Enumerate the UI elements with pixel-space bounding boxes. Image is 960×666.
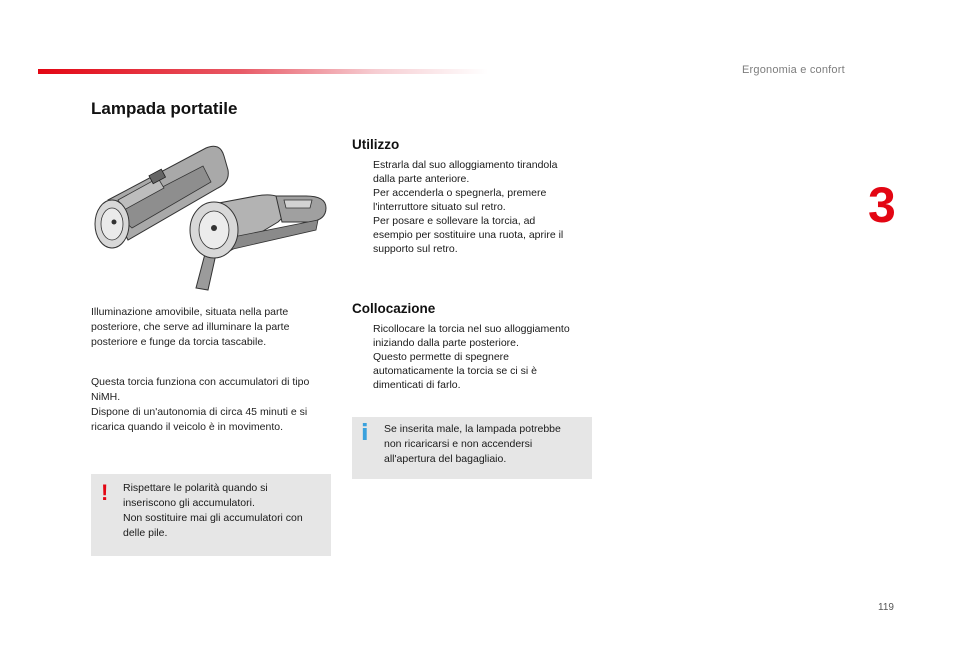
exclamation-icon: ! [101,480,109,505]
intro-line: Illuminazione amovibile, situata nella parte [91,306,289,318]
placement-heading: Collocazione [352,301,436,316]
warning-line: inseriscono gli accumulatori. [123,497,255,509]
list-item [352,214,592,256]
list-item-line: l'interruttore situato sul retro. [373,201,506,213]
lamp-open-icon [190,195,326,290]
list-item [352,158,592,186]
page-title: Lampada portatile [91,99,238,118]
section-title: Ergonomia e confort [742,64,845,76]
info-icon: i [361,421,369,446]
battery-line: Dispone di un'autonomia di circa 45 minuti e si [91,406,308,418]
warning-text [123,481,323,541]
intro-paragraph [91,305,336,350]
warning-line: Rispettare le polarità quando si [123,482,268,494]
info-box [352,417,592,479]
battery-line: NiMH. [91,391,121,403]
list-item-line: Estrarla dal suo alloggiamento tirandola [373,159,558,171]
list-item-line: dalla parte anteriore. [373,173,470,185]
battery-line: ricarica quando il veicolo è in movimento. [91,421,284,433]
usage-list [352,158,592,256]
battery-paragraph [91,375,336,435]
warning-line: Non sostituire mai gli accumulatori con [123,512,303,524]
warning-box [91,474,331,556]
list-item-line: supporto sul retro. [373,243,458,255]
list-item-line: esempio per sostituire una ruota, aprire il [373,229,564,241]
portable-lamp-illustration [88,130,338,295]
list-item-line: dimenticati di farlo. [373,379,461,391]
intro-line: posteriore e funge da torcia tascabile. [91,336,267,348]
list-item-line: Per accenderla o spegnerla, premere [373,187,547,199]
page-number: 119 [878,602,894,613]
placement-list [352,322,592,392]
intro-line: posteriore, che serve ad illuminare la parte [91,321,290,333]
info-text [384,422,584,467]
warning-line: delle pile. [123,527,168,539]
info-line: Se inserita male, la lampada potrebbe [384,423,561,435]
list-item-line: Questo permette di spegnere [373,351,509,363]
info-line: non ricaricarsi e non accendersi [384,438,533,450]
list-item [352,322,592,392]
list-item [352,186,592,214]
battery-line: Questa torcia funziona con accumulatori di tipo [91,376,310,388]
chapter-number: 3 [868,177,896,233]
header-accent-bar [38,69,488,74]
list-item-line: Per posare e sollevare la torcia, ad [373,215,536,227]
list-item-line: Ricollocare la torcia nel suo alloggiamento [373,323,570,335]
usage-heading: Utilizzo [352,137,400,152]
list-item-line: automaticamente la torcia se ci si è [373,365,537,377]
list-item-line: iniziando dalla parte posteriore. [373,337,519,349]
info-line: all'apertura del bagagliaio. [384,453,507,465]
